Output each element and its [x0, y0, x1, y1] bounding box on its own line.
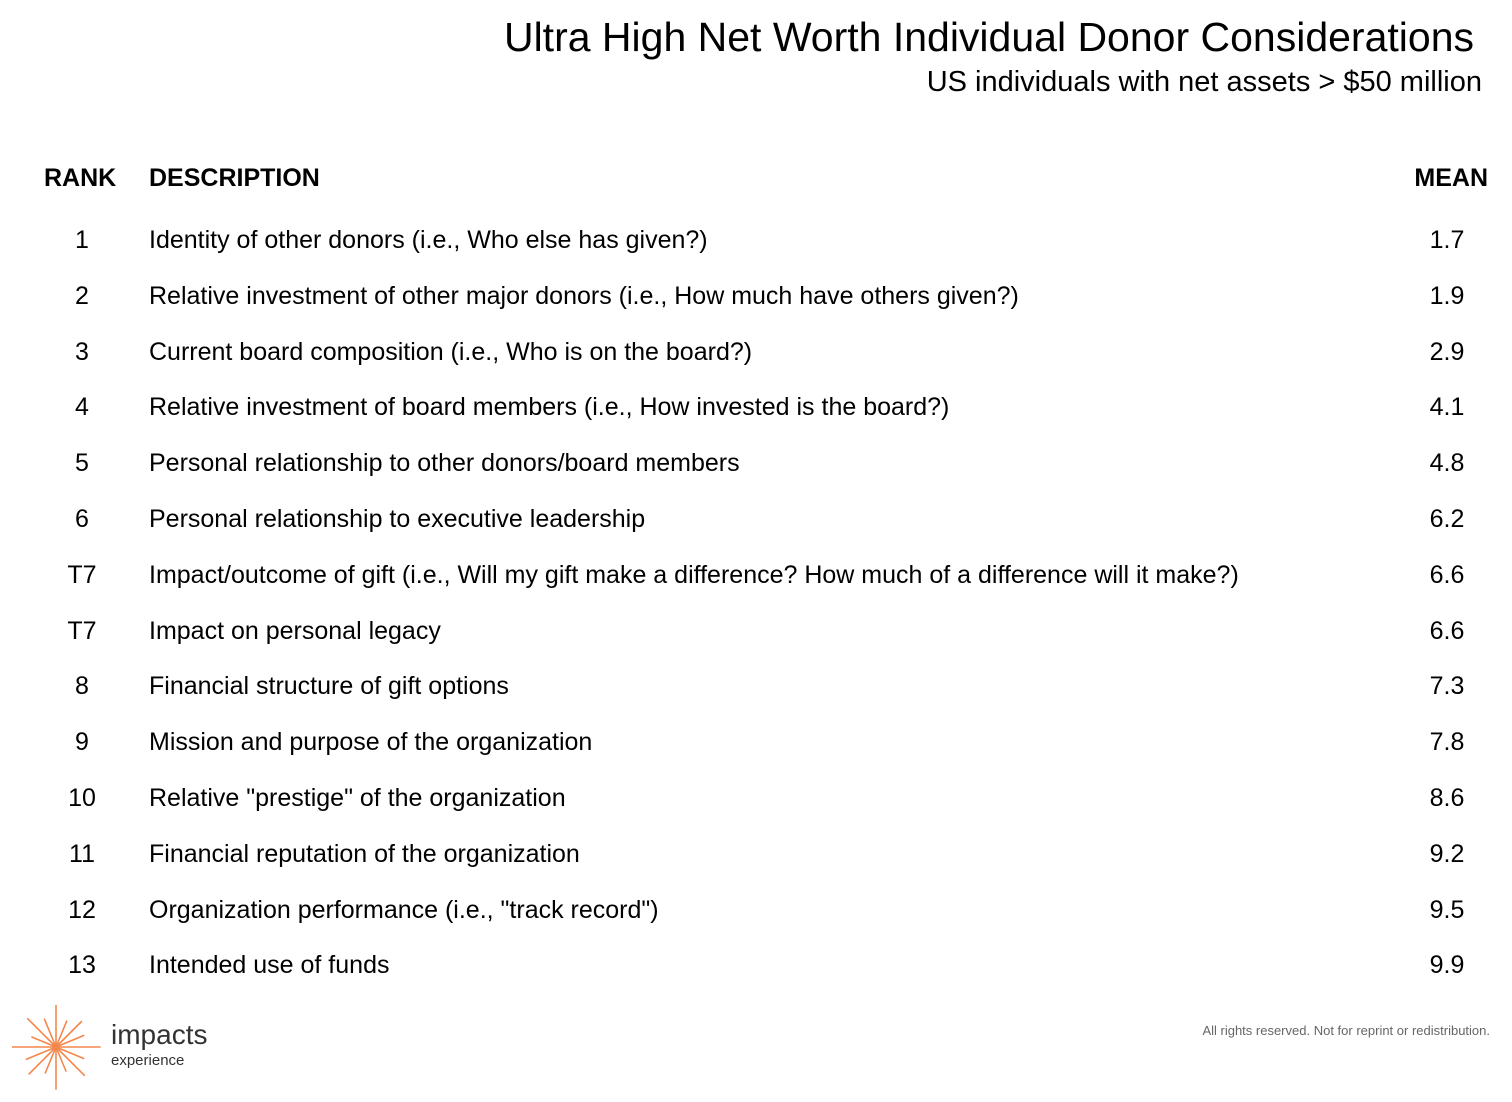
rank-cell: T7: [67, 616, 97, 645]
table-row: [0, 784, 1512, 840]
description-cell: Mission and purpose of the organization: [149, 728, 593, 757]
mean-cell: 2.9: [1429, 337, 1465, 366]
rank-cell: 5: [75, 449, 89, 478]
mean-column-header: MEAN: [1414, 164, 1488, 192]
description-cell: Current board composition (i.e., Who is on the board?): [149, 337, 753, 366]
description-cell: Personal relationship to other donors/board members: [149, 449, 740, 478]
rank-cell: 2: [75, 281, 89, 310]
page-title: Ultra High Net Worth Individual Donor Considerations: [503, 14, 1474, 60]
page-subtitle: US individuals with net assets > $50 million: [926, 66, 1482, 98]
rank-column-header: RANK: [44, 164, 117, 192]
mean-cell: 4.8: [1429, 449, 1465, 478]
rank-cell: 3: [75, 337, 89, 366]
table-row: [0, 505, 1512, 561]
logo-wordmark: impacts: [111, 1019, 208, 1050]
description-cell: Financial structure of gift options: [149, 672, 509, 701]
rank-cell: 10: [68, 783, 96, 812]
mean-cell: 7.3: [1429, 672, 1465, 701]
mean-cell: 7.8: [1429, 728, 1465, 757]
rank-cell: 9: [75, 728, 89, 757]
description-cell: Personal relationship to executive leadership: [149, 504, 646, 533]
table-row: [0, 896, 1512, 952]
mean-cell: 8.6: [1429, 783, 1465, 812]
rank-cell: 12: [68, 895, 96, 924]
table-row: [0, 282, 1512, 338]
mean-cell: 9.9: [1429, 951, 1465, 980]
table-row: [0, 617, 1512, 673]
table-row: [0, 951, 1512, 1007]
mean-cell: 9.2: [1429, 839, 1465, 868]
table-row: [0, 226, 1512, 282]
description-cell: Organization performance (i.e., "track record"): [149, 895, 659, 924]
table-row: [0, 672, 1512, 728]
table-row: [0, 840, 1512, 896]
table-row: [0, 338, 1512, 394]
table-body: [0, 226, 1512, 1007]
table-header: [0, 164, 1512, 198]
mean-cell: 1.9: [1429, 281, 1465, 310]
description-cell: Impact/outcome of gift (i.e., Will my gift make a difference? How much of a difference will it make?): [149, 560, 1239, 589]
description-cell: Impact on personal legacy: [149, 616, 441, 645]
rank-cell: 4: [75, 393, 89, 422]
mean-cell: 9.5: [1429, 895, 1465, 924]
description-cell: Relative investment of board members (i.e., How invested is the board?): [149, 393, 950, 422]
table-row: [0, 728, 1512, 784]
description-cell: Intended use of funds: [149, 951, 390, 980]
copyright-notice: All rights reserved. Not for reprint or redistribution.: [1202, 1023, 1490, 1038]
description-cell: Financial reputation of the organization: [149, 839, 580, 868]
rank-cell: 6: [75, 504, 89, 533]
description-cell: Relative investment of other major donors (i.e., How much have others given?): [149, 281, 1019, 310]
mean-cell: 1.7: [1429, 226, 1465, 254]
mean-cell: 4.1: [1429, 393, 1465, 422]
description-cell: Identity of other donors (i.e., Who else has given?): [149, 226, 708, 254]
mean-cell: 6.6: [1429, 616, 1465, 645]
table-row: [0, 393, 1512, 449]
description-cell: Relative "prestige" of the organization: [149, 783, 566, 812]
rank-cell: 11: [69, 839, 95, 868]
table-row: [0, 449, 1512, 505]
logo-tagline: experience: [111, 1052, 185, 1069]
table-row: [0, 561, 1512, 617]
description-column-header: DESCRIPTION: [149, 164, 320, 192]
rank-cell: 1: [75, 226, 89, 254]
rank-cell: 13: [68, 951, 96, 980]
mean-cell: 6.6: [1429, 560, 1465, 589]
mean-cell: 6.2: [1429, 504, 1465, 533]
rank-cell: T7: [67, 560, 97, 589]
rank-cell: 8: [75, 672, 89, 701]
